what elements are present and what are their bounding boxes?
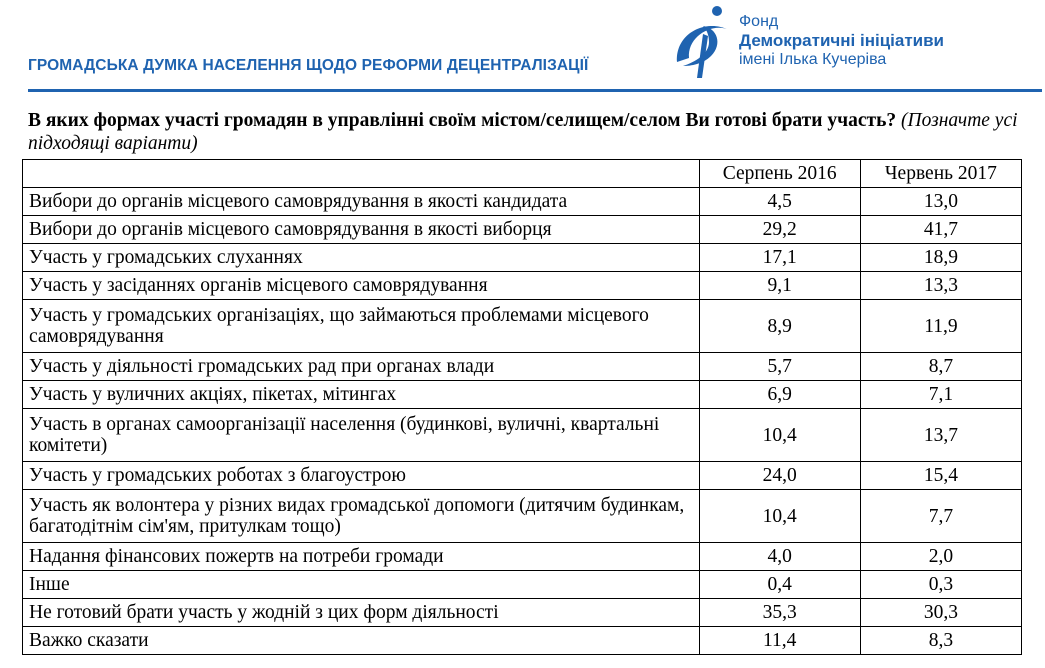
row-label: Участь у діяльності громадських рад при органах влади — [23, 353, 700, 381]
value-aug-2016: 29,2 — [699, 216, 860, 244]
table-row — [23, 353, 1022, 381]
row-label: Участь у вуличних акціях, пікетах, мітингах — [23, 381, 700, 409]
value-jun-2017: 0,3 — [860, 571, 1021, 599]
value-jun-2017: 18,9 — [860, 244, 1021, 272]
row-label: Інше — [23, 571, 700, 599]
value-aug-2016: 24,0 — [699, 462, 860, 490]
question-hint: (Позначте усі підходящі варіанти) — [28, 110, 1018, 154]
foundation-logo — [673, 4, 1003, 84]
table-row — [23, 216, 1022, 244]
table-row — [23, 543, 1022, 571]
column-header-jun-2017: Червень 2017 — [860, 160, 1021, 188]
table-row — [23, 409, 1022, 462]
row-label: Участь у громадських організаціях, що займаються проблемами місцевого самоврядування — [23, 300, 700, 353]
question-text: В яких формах участі громадян в управлінні своїм містом/селищем/селом Ви готові брати участь? — [28, 110, 897, 131]
header-divider — [28, 89, 1042, 92]
table-row — [23, 571, 1022, 599]
row-label: Не готовий брати участь у жодній з цих форм діяльності — [23, 599, 700, 627]
table-row — [23, 599, 1022, 627]
row-label: Важко сказати — [23, 627, 700, 655]
table-row — [23, 462, 1022, 490]
table-row — [23, 381, 1022, 409]
value-aug-2016: 4,0 — [699, 543, 860, 571]
logo-line-dedication: імені Ілька Кучеріва — [739, 51, 887, 68]
value-jun-2017: 13,3 — [860, 272, 1021, 300]
foundation-logo-icon — [673, 4, 735, 82]
value-jun-2017: 11,9 — [860, 300, 1021, 353]
value-jun-2017: 7,7 — [860, 490, 1021, 543]
row-label: Участь у засіданнях органів місцевого самоврядування — [23, 272, 700, 300]
value-jun-2017: 7,1 — [860, 381, 1021, 409]
logo-line-fund: Фонд — [739, 13, 779, 30]
value-aug-2016: 8,9 — [699, 300, 860, 353]
row-label: Участь у громадських роботах з благоустрою — [23, 462, 700, 490]
table-row — [23, 490, 1022, 543]
survey-question — [28, 109, 1018, 155]
logo-line-name: Демократичні ініціативи — [739, 31, 945, 50]
value-jun-2017: 41,7 — [860, 216, 1021, 244]
table-row — [23, 272, 1022, 300]
value-jun-2017: 30,3 — [860, 599, 1021, 627]
value-aug-2016: 35,3 — [699, 599, 860, 627]
value-jun-2017: 13,0 — [860, 188, 1021, 216]
row-label: Участь в органах самоорганізації населення (будинкові, вуличні, квартальні комітети) — [23, 409, 700, 462]
results-table — [22, 159, 1022, 655]
value-aug-2016: 0,4 — [699, 571, 860, 599]
row-label: Вибори до органів місцевого самоврядування в якості кандидата — [23, 188, 700, 216]
column-header-aug-2016: Серпень 2016 — [699, 160, 860, 188]
value-jun-2017: 2,0 — [860, 543, 1021, 571]
table-row — [23, 188, 1022, 216]
value-jun-2017: 8,3 — [860, 627, 1021, 655]
value-aug-2016: 17,1 — [699, 244, 860, 272]
value-aug-2016: 5,7 — [699, 353, 860, 381]
value-aug-2016: 11,4 — [699, 627, 860, 655]
table-row — [23, 300, 1022, 353]
column-header-answer — [23, 160, 700, 188]
row-label: Вибори до органів місцевого самоврядування в якості виборця — [23, 216, 700, 244]
value-aug-2016: 4,5 — [699, 188, 860, 216]
value-aug-2016: 6,9 — [699, 381, 860, 409]
table-row — [23, 627, 1022, 655]
value-aug-2016: 9,1 — [699, 272, 860, 300]
table-row — [23, 244, 1022, 272]
table-header-row — [23, 160, 1022, 188]
row-label: Участь як волонтера у різних видах громадської допомоги (дитячим будинкам, багатодітнім сім'ям, притулкам тощо) — [23, 490, 700, 543]
value-jun-2017: 15,4 — [860, 462, 1021, 490]
value-aug-2016: 10,4 — [699, 409, 860, 462]
row-label: Надання фінансових пожертв на потреби громади — [23, 543, 700, 571]
value-jun-2017: 8,7 — [860, 353, 1021, 381]
row-label: Участь у громадських слуханнях — [23, 244, 700, 272]
value-jun-2017: 13,7 — [860, 409, 1021, 462]
document-header-title: ГРОМАДСЬКА ДУМКА НАСЕЛЕННЯ ЩОДО РЕФОРМИ ДЕЦЕНТРАЛІЗАЦІЇ — [28, 57, 589, 74]
value-aug-2016: 10,4 — [699, 490, 860, 543]
